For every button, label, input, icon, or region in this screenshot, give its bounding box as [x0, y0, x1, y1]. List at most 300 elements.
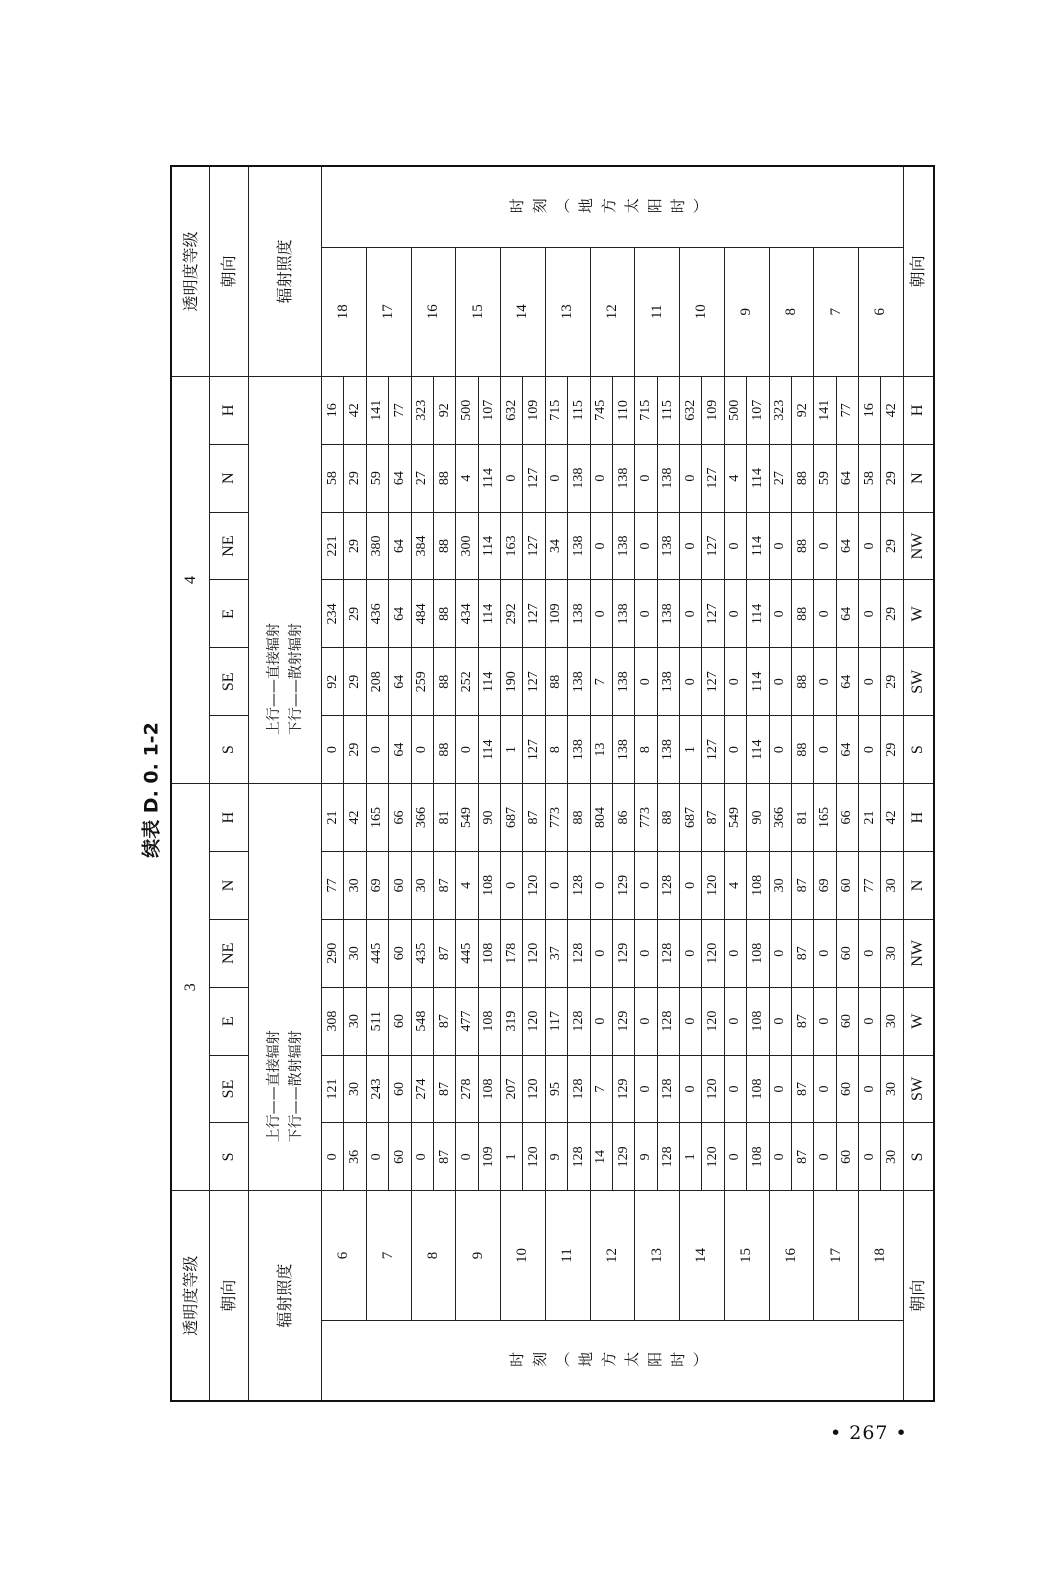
value-cell: 108 [478, 851, 500, 919]
value-cell: 138 [568, 716, 590, 784]
caption-text: 续表 D. 0. 1-2 [140, 722, 163, 858]
grade3-foot-n: N [903, 851, 934, 919]
value-cell: 138 [612, 512, 634, 580]
table-row [680, 166, 702, 1401]
value-cell: 114 [747, 580, 769, 648]
value-cell: 477 [456, 987, 478, 1055]
value-cell: 69 [814, 851, 836, 919]
value-cell: 114 [747, 716, 769, 784]
legend-row [248, 166, 321, 1401]
value-cell: 308 [322, 987, 344, 1055]
value-cell: 0 [635, 648, 657, 716]
value-cell: 66 [836, 784, 858, 852]
time-right: 14 [501, 247, 546, 376]
time-left: 10 [501, 1191, 546, 1320]
value-cell: 773 [545, 784, 567, 852]
value-cell: 0 [769, 1055, 791, 1123]
value-cell: 64 [389, 716, 411, 784]
value-cell: 0 [724, 1055, 746, 1123]
table-caption [130, 710, 170, 870]
value-cell: 138 [568, 512, 590, 580]
value-cell: 366 [769, 784, 791, 852]
time-label-left [322, 1320, 904, 1401]
value-cell: 511 [366, 987, 388, 1055]
value-cell: 4 [724, 444, 746, 512]
time-left: 6 [322, 1191, 367, 1320]
value-cell: 120 [702, 919, 724, 987]
value-cell: 0 [366, 716, 388, 784]
direction-header-row [210, 166, 249, 1401]
value-cell: 59 [366, 444, 388, 512]
table-row [814, 166, 836, 1401]
value-cell: 87 [433, 919, 455, 987]
value-cell: 0 [724, 1123, 746, 1191]
value-cell: 0 [814, 512, 836, 580]
value-cell: 138 [657, 580, 679, 648]
value-cell: 0 [590, 919, 612, 987]
value-cell: 208 [366, 648, 388, 716]
value-cell: 1 [501, 716, 523, 784]
value-cell: 16 [859, 376, 881, 444]
grade4-dir-e: E [210, 580, 249, 648]
value-cell: 500 [456, 376, 478, 444]
value-cell: 37 [545, 919, 567, 987]
value-cell: 0 [724, 512, 746, 580]
value-cell: 252 [456, 648, 478, 716]
value-cell: 88 [791, 444, 813, 512]
value-cell: 30 [411, 851, 433, 919]
value-cell: 29 [881, 648, 903, 716]
time-right: 9 [724, 247, 769, 376]
value-cell: 0 [322, 716, 344, 784]
value-cell: 234 [322, 580, 344, 648]
value-cell: 0 [635, 919, 657, 987]
value-cell: 632 [680, 376, 702, 444]
value-cell: 87 [791, 1123, 813, 1191]
value-cell: 9 [545, 1123, 567, 1191]
value-cell: 128 [568, 1123, 590, 1191]
value-cell: 29 [344, 648, 366, 716]
value-cell: 60 [836, 987, 858, 1055]
time-right: 18 [322, 247, 367, 376]
value-cell: 64 [836, 444, 858, 512]
value-cell: 128 [568, 987, 590, 1055]
value-cell: 64 [389, 512, 411, 580]
value-cell: 384 [411, 512, 433, 580]
value-cell: 108 [747, 987, 769, 1055]
value-cell: 121 [322, 1055, 344, 1123]
value-cell: 0 [814, 987, 836, 1055]
value-cell: 0 [814, 716, 836, 784]
value-cell: 0 [769, 512, 791, 580]
value-cell: 0 [859, 716, 881, 784]
value-cell: 114 [747, 648, 769, 716]
value-cell: 29 [881, 580, 903, 648]
value-cell: 0 [590, 580, 612, 648]
value-cell: 127 [523, 716, 545, 784]
value-cell: 127 [702, 444, 724, 512]
value-cell: 30 [881, 987, 903, 1055]
value-cell: 107 [747, 376, 769, 444]
value-cell: 0 [814, 1123, 836, 1191]
value-cell: 178 [501, 919, 523, 987]
value-cell: 108 [478, 919, 500, 987]
table-row [635, 166, 657, 1401]
value-cell: 58 [859, 444, 881, 512]
value-cell: 114 [478, 512, 500, 580]
direction-label-left: 朝向 [210, 1191, 249, 1401]
value-cell: 42 [344, 376, 366, 444]
value-cell: 58 [322, 444, 344, 512]
table-row [366, 166, 388, 1401]
value-cell: 109 [523, 376, 545, 444]
value-cell: 114 [747, 512, 769, 580]
value-cell: 0 [545, 851, 567, 919]
time-left: 12 [590, 1191, 635, 1320]
value-cell: 129 [612, 1055, 634, 1123]
value-cell: 114 [747, 444, 769, 512]
time-left: 14 [680, 1191, 725, 1320]
value-cell: 0 [724, 716, 746, 784]
value-cell: 64 [836, 512, 858, 580]
value-cell: 108 [478, 987, 500, 1055]
value-cell: 804 [590, 784, 612, 852]
value-cell: 120 [702, 1123, 724, 1191]
value-cell: 120 [523, 987, 545, 1055]
value-cell: 7 [590, 1055, 612, 1123]
table-row [859, 166, 881, 1401]
value-cell: 88 [433, 648, 455, 716]
value-cell: 127 [702, 580, 724, 648]
value-cell: 0 [859, 648, 881, 716]
value-cell: 60 [389, 987, 411, 1055]
value-cell: 1 [680, 716, 702, 784]
value-cell: 0 [724, 987, 746, 1055]
grade4-foot-h: H [903, 376, 934, 444]
value-cell: 129 [612, 851, 634, 919]
time-label-right [322, 166, 904, 247]
value-cell: 127 [523, 512, 545, 580]
legend-direct: 上行——直接辐射 [265, 1030, 282, 1143]
time-left: 18 [859, 1191, 904, 1320]
value-cell: 0 [590, 512, 612, 580]
value-cell: 88 [433, 580, 455, 648]
value-cell: 323 [411, 376, 433, 444]
value-cell: 0 [814, 580, 836, 648]
value-cell: 88 [433, 512, 455, 580]
time-left: 15 [724, 1191, 769, 1320]
time-right: 16 [411, 247, 456, 376]
grade3-foot-s: S [903, 1123, 934, 1191]
grade3-foot-w: W [903, 987, 934, 1055]
value-cell: 29 [881, 444, 903, 512]
time-right: 11 [635, 247, 680, 376]
value-cell: 77 [859, 851, 881, 919]
grade4-dir-ne: NE [210, 512, 249, 580]
time-left: 11 [545, 1191, 590, 1320]
value-cell: 110 [612, 376, 634, 444]
value-cell: 445 [456, 919, 478, 987]
value-cell: 109 [478, 1123, 500, 1191]
value-cell: 715 [635, 376, 657, 444]
table-row [322, 166, 344, 1401]
value-cell: 60 [836, 851, 858, 919]
value-cell: 0 [769, 648, 791, 716]
value-cell: 86 [612, 784, 634, 852]
value-cell: 120 [523, 851, 545, 919]
grade-label-left: 透明度等级 [171, 1191, 210, 1401]
time-right: 12 [590, 247, 635, 376]
value-cell: 128 [657, 1123, 679, 1191]
direction-label-foot-left: 朝向 [903, 1191, 934, 1401]
direction-label-right: 朝向 [210, 166, 249, 376]
value-cell: 108 [747, 1123, 769, 1191]
value-cell: 30 [344, 987, 366, 1055]
value-cell: 0 [635, 512, 657, 580]
value-cell: 29 [344, 444, 366, 512]
time-label-text: 时刻（地方太阳时） [508, 197, 716, 216]
value-cell: 687 [501, 784, 523, 852]
grade4-dir-s: S [210, 716, 249, 784]
grade-header-row [171, 166, 210, 1401]
value-cell: 0 [814, 919, 836, 987]
grade3-dir-s: S [210, 1123, 249, 1191]
value-cell: 16 [322, 376, 344, 444]
time-left: 8 [411, 1191, 456, 1320]
value-cell: 109 [702, 376, 724, 444]
value-cell: 0 [814, 1055, 836, 1123]
value-cell: 0 [859, 987, 881, 1055]
value-cell: 138 [657, 444, 679, 512]
value-cell: 81 [791, 784, 813, 852]
value-cell: 127 [702, 648, 724, 716]
value-cell: 745 [590, 376, 612, 444]
value-cell: 77 [389, 376, 411, 444]
value-cell: 108 [478, 1055, 500, 1123]
value-cell: 190 [501, 648, 523, 716]
value-cell: 138 [657, 648, 679, 716]
value-cell: 1 [501, 1123, 523, 1191]
value-cell: 88 [791, 716, 813, 784]
value-cell: 1 [680, 1123, 702, 1191]
value-cell: 87 [433, 1123, 455, 1191]
value-cell: 88 [433, 716, 455, 784]
value-cell: 207 [501, 1055, 523, 1123]
value-cell: 66 [389, 784, 411, 852]
value-cell: 88 [433, 444, 455, 512]
table-row [769, 166, 791, 1401]
value-cell: 114 [478, 580, 500, 648]
value-cell: 434 [456, 580, 478, 648]
value-cell: 0 [859, 512, 881, 580]
value-cell: 87 [791, 851, 813, 919]
value-cell: 0 [724, 648, 746, 716]
value-cell: 108 [747, 1055, 769, 1123]
value-cell: 90 [747, 784, 769, 852]
value-cell: 87 [702, 784, 724, 852]
value-cell: 120 [523, 919, 545, 987]
grade3-dir-e: E [210, 987, 249, 1055]
value-cell: 36 [344, 1123, 366, 1191]
grade4-legend [248, 376, 321, 783]
value-cell: 30 [769, 851, 791, 919]
value-cell: 4 [456, 444, 478, 512]
grade3-foot-sw: SW [903, 1055, 934, 1123]
value-cell: 0 [769, 1123, 791, 1191]
value-cell: 138 [612, 444, 634, 512]
value-cell: 87 [433, 1055, 455, 1123]
value-cell: 0 [501, 851, 523, 919]
value-cell: 0 [859, 1123, 881, 1191]
value-cell: 120 [702, 1055, 724, 1123]
value-cell: 163 [501, 512, 523, 580]
value-cell: 109 [545, 580, 567, 648]
value-cell: 114 [478, 444, 500, 512]
value-cell: 42 [881, 784, 903, 852]
time-right: 6 [859, 247, 904, 376]
value-cell: 108 [747, 851, 769, 919]
value-cell: 92 [433, 376, 455, 444]
value-cell: 60 [389, 919, 411, 987]
value-cell: 42 [344, 784, 366, 852]
value-cell: 29 [881, 716, 903, 784]
value-cell: 30 [344, 1055, 366, 1123]
value-cell: 435 [411, 919, 433, 987]
value-cell: 632 [501, 376, 523, 444]
value-cell: 88 [545, 648, 567, 716]
value-cell: 114 [478, 648, 500, 716]
value-cell: 243 [366, 1055, 388, 1123]
direction-footer-row [903, 166, 934, 1401]
value-cell: 278 [456, 1055, 478, 1123]
value-cell: 0 [366, 1123, 388, 1191]
legend-diffuse: 下行——散射辐射 [287, 623, 304, 736]
grade4-dir-h: H [210, 376, 249, 444]
value-cell: 88 [791, 580, 813, 648]
grade3-dir-h: H [210, 784, 249, 852]
value-cell: 128 [657, 919, 679, 987]
table-row [501, 166, 523, 1401]
time-label-text: 时刻（地方太阳时） [508, 1350, 716, 1369]
value-cell: 30 [881, 919, 903, 987]
value-cell: 138 [568, 648, 590, 716]
time-right: 10 [680, 247, 725, 376]
value-cell: 60 [836, 1055, 858, 1123]
grade-label-right: 透明度等级 [171, 166, 210, 376]
value-cell: 445 [366, 919, 388, 987]
value-cell: 87 [791, 1055, 813, 1123]
value-cell: 87 [791, 987, 813, 1055]
value-cell: 127 [523, 648, 545, 716]
value-cell: 549 [456, 784, 478, 852]
value-cell: 0 [680, 580, 702, 648]
value-cell: 8 [545, 716, 567, 784]
value-cell: 128 [657, 1055, 679, 1123]
value-cell: 34 [545, 512, 567, 580]
value-cell: 380 [366, 512, 388, 580]
value-cell: 0 [501, 444, 523, 512]
value-cell: 129 [612, 1123, 634, 1191]
value-cell: 115 [657, 376, 679, 444]
value-cell: 114 [478, 716, 500, 784]
value-cell: 0 [635, 580, 657, 648]
table-frame [170, 165, 935, 1402]
value-cell: 141 [814, 376, 836, 444]
value-cell: 30 [881, 851, 903, 919]
value-cell: 29 [344, 716, 366, 784]
value-cell: 0 [680, 444, 702, 512]
irradiance-label-right: 辐射照度 [248, 166, 321, 376]
value-cell: 29 [344, 580, 366, 648]
grade4-foot-s: S [903, 716, 934, 784]
value-cell: 29 [344, 512, 366, 580]
value-cell: 127 [523, 580, 545, 648]
grade3-dir-n: N [210, 851, 249, 919]
value-cell: 138 [568, 444, 590, 512]
value-cell: 107 [478, 376, 500, 444]
value-cell: 323 [769, 376, 791, 444]
grade3-dir-se: SE [210, 1055, 249, 1123]
grade3-legend [248, 784, 321, 1191]
value-cell: 127 [702, 716, 724, 784]
value-cell: 715 [545, 376, 567, 444]
value-cell: 259 [411, 648, 433, 716]
value-cell: 95 [545, 1055, 567, 1123]
value-cell: 0 [724, 919, 746, 987]
value-cell: 0 [411, 716, 433, 784]
time-right: 8 [769, 247, 814, 376]
value-cell: 138 [612, 580, 634, 648]
value-cell: 687 [680, 784, 702, 852]
value-cell: 88 [657, 784, 679, 852]
value-cell: 0 [680, 1055, 702, 1123]
value-cell: 128 [657, 987, 679, 1055]
value-cell: 81 [433, 784, 455, 852]
value-cell: 221 [322, 512, 344, 580]
value-cell: 0 [322, 1123, 344, 1191]
value-cell: 128 [568, 851, 590, 919]
direction-label-foot-right: 朝向 [903, 166, 934, 376]
value-cell: 64 [389, 648, 411, 716]
value-cell: 120 [702, 851, 724, 919]
value-cell: 127 [702, 512, 724, 580]
value-cell: 0 [814, 648, 836, 716]
value-cell: 0 [680, 919, 702, 987]
value-cell: 0 [769, 987, 791, 1055]
table-row [545, 166, 567, 1401]
value-cell: 64 [836, 716, 858, 784]
value-cell: 0 [859, 919, 881, 987]
value-cell: 4 [724, 851, 746, 919]
value-cell: 0 [769, 580, 791, 648]
value-cell: 0 [859, 580, 881, 648]
value-cell: 0 [859, 1055, 881, 1123]
table-row [411, 166, 433, 1401]
value-cell: 27 [411, 444, 433, 512]
value-cell: 548 [411, 987, 433, 1055]
table-row [590, 166, 612, 1401]
value-cell: 30 [881, 1055, 903, 1123]
value-cell: 0 [456, 1123, 478, 1191]
value-cell: 773 [635, 784, 657, 852]
value-cell: 484 [411, 580, 433, 648]
value-cell: 128 [657, 851, 679, 919]
value-cell: 4 [456, 851, 478, 919]
grade3-foot-nw: NW [903, 919, 934, 987]
grade4-foot-sw: SW [903, 648, 934, 716]
value-cell: 87 [433, 987, 455, 1055]
value-cell: 138 [657, 716, 679, 784]
